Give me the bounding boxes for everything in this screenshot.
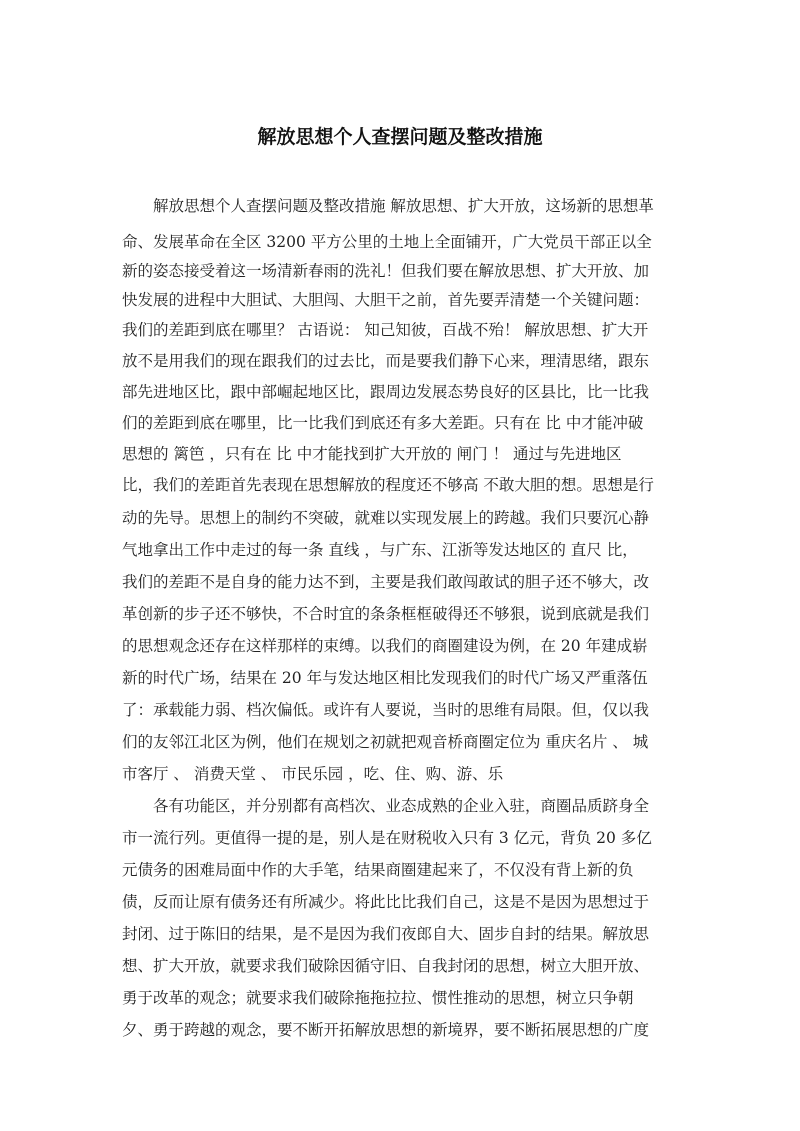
text-line-1: 解放思想个人查摆问题及整改措施 解放思想、扩大开放，这场新的思想革 xyxy=(153,197,654,215)
text-line-24: 封闭、过于陈旧的结果，是不是因为我们夜郎自大、固步自封的结果。解放思 xyxy=(122,925,650,943)
text-line-6: 放不是用我们的现在跟我们的过去比，而是要我们静下心来，理清思绪，跟东 xyxy=(122,352,650,370)
text-line-22: 元债务的困难局面中作的大手笔，结果商圈建起来了，不仅没有背上新的负 xyxy=(122,861,634,879)
text-line-14: 革创新的步子还不够快，不合时宜的条条框框破得还不够狠，说到底就是我们 xyxy=(122,605,650,623)
text-line-5: 我们的差距到底在哪里？ 古语说： 知己知彼，百战不殆！ 解放思想、扩大开 xyxy=(122,321,649,339)
text-line-10: 比，我们的差距首先表现在思想解放的程度还不够高 不敢大胆的想。思想是行 xyxy=(122,476,654,494)
text-line-18: 们的友邻江北区为例，他们在规划之初就把观音桥商圈定位为 重庆名片 、 城 xyxy=(122,733,649,751)
text-line-25: 想、扩大开放，就要求我们破除因循守旧、自我封闭的思想，树立大胆开放、 xyxy=(122,957,650,975)
text-line-12: 气地拿出工作中走过的每一条 直线 ，与广东、江浙等发达地区的 直尺 比， xyxy=(122,541,638,559)
text-line-2: 命、发展革命在全区 3200 平方公里的土地上全面铺开，广大党员干部正以全 xyxy=(122,233,652,251)
text-line-23: 债，反而让原有债务还有所减少。将此比比我们自己，这是不是因为思想过于 xyxy=(122,893,650,911)
text-line-15: 的思想观念还存在这样那样的束缚。以我们的商圈建设为例，在 20 年建成崭 xyxy=(122,637,648,655)
text-line-17: 了：承载能力弱、档次偏低。或许有人要说，当时的思维有局限。但，仅以我 xyxy=(122,701,650,719)
text-line-26: 勇于改革的观念；就要求我们破除拖拖拉拉、惯性推动的思想，树立只争朝 xyxy=(122,989,634,1007)
text-line-20: 各有功能区，并分别都有高档次、业态成熟的企业入驻，商圈品质跻身全 xyxy=(153,797,650,815)
text-line-27: 夕、勇于跨越的观念，要不断开拓解放思想的新境界，要不断拓展思想的广度 xyxy=(122,1021,650,1039)
document-title: 解放思想个人查摆问题及整改措施 xyxy=(257,126,543,148)
text-line-19: 市客厅 、 消费天堂 、 市民乐园 ，吃、住、购、游、乐 xyxy=(122,765,504,783)
text-line-3: 新的姿态接受着这一场清新春雨的洗礼！但我们要在解放思想、扩大开放、加 xyxy=(122,262,650,280)
text-line-4: 快发展的进程中大胆试、大胆闯、大胆干之前，首先要弄清楚一个关键问题： xyxy=(122,291,650,309)
text-line-21: 市一流行列。更值得一提的是，别人是在财税收入只有 3 亿元，背负 20 多亿 xyxy=(122,829,652,847)
text-line-7: 部先进地区比，跟中部崛起地区比，跟周边发展态势良好的区县比，比一比我 xyxy=(122,383,650,401)
text-line-9: 思想的 篱笆 ，只有在 比 中才能找到扩大开放的 闸门 ！ 通过与先进地区 xyxy=(122,445,622,463)
text-line-11: 动的先导。思想上的制约不突破，就难以实现发展上的跨越。我们只要沉心静 xyxy=(122,509,650,527)
text-line-8: 们的差距到底在哪里，比一比我们到底还有多大差距。只有在 比 中才能冲破 xyxy=(122,414,644,432)
text-line-13: 我们的差距不是自身的能力达不到，主要是我们敢闯敢试的胆子还不够大，改 xyxy=(122,573,650,591)
text-line-16: 新的时代广场，结果在 20 年与发达地区相比发现我们的时代广场又严重落伍 xyxy=(122,669,648,687)
